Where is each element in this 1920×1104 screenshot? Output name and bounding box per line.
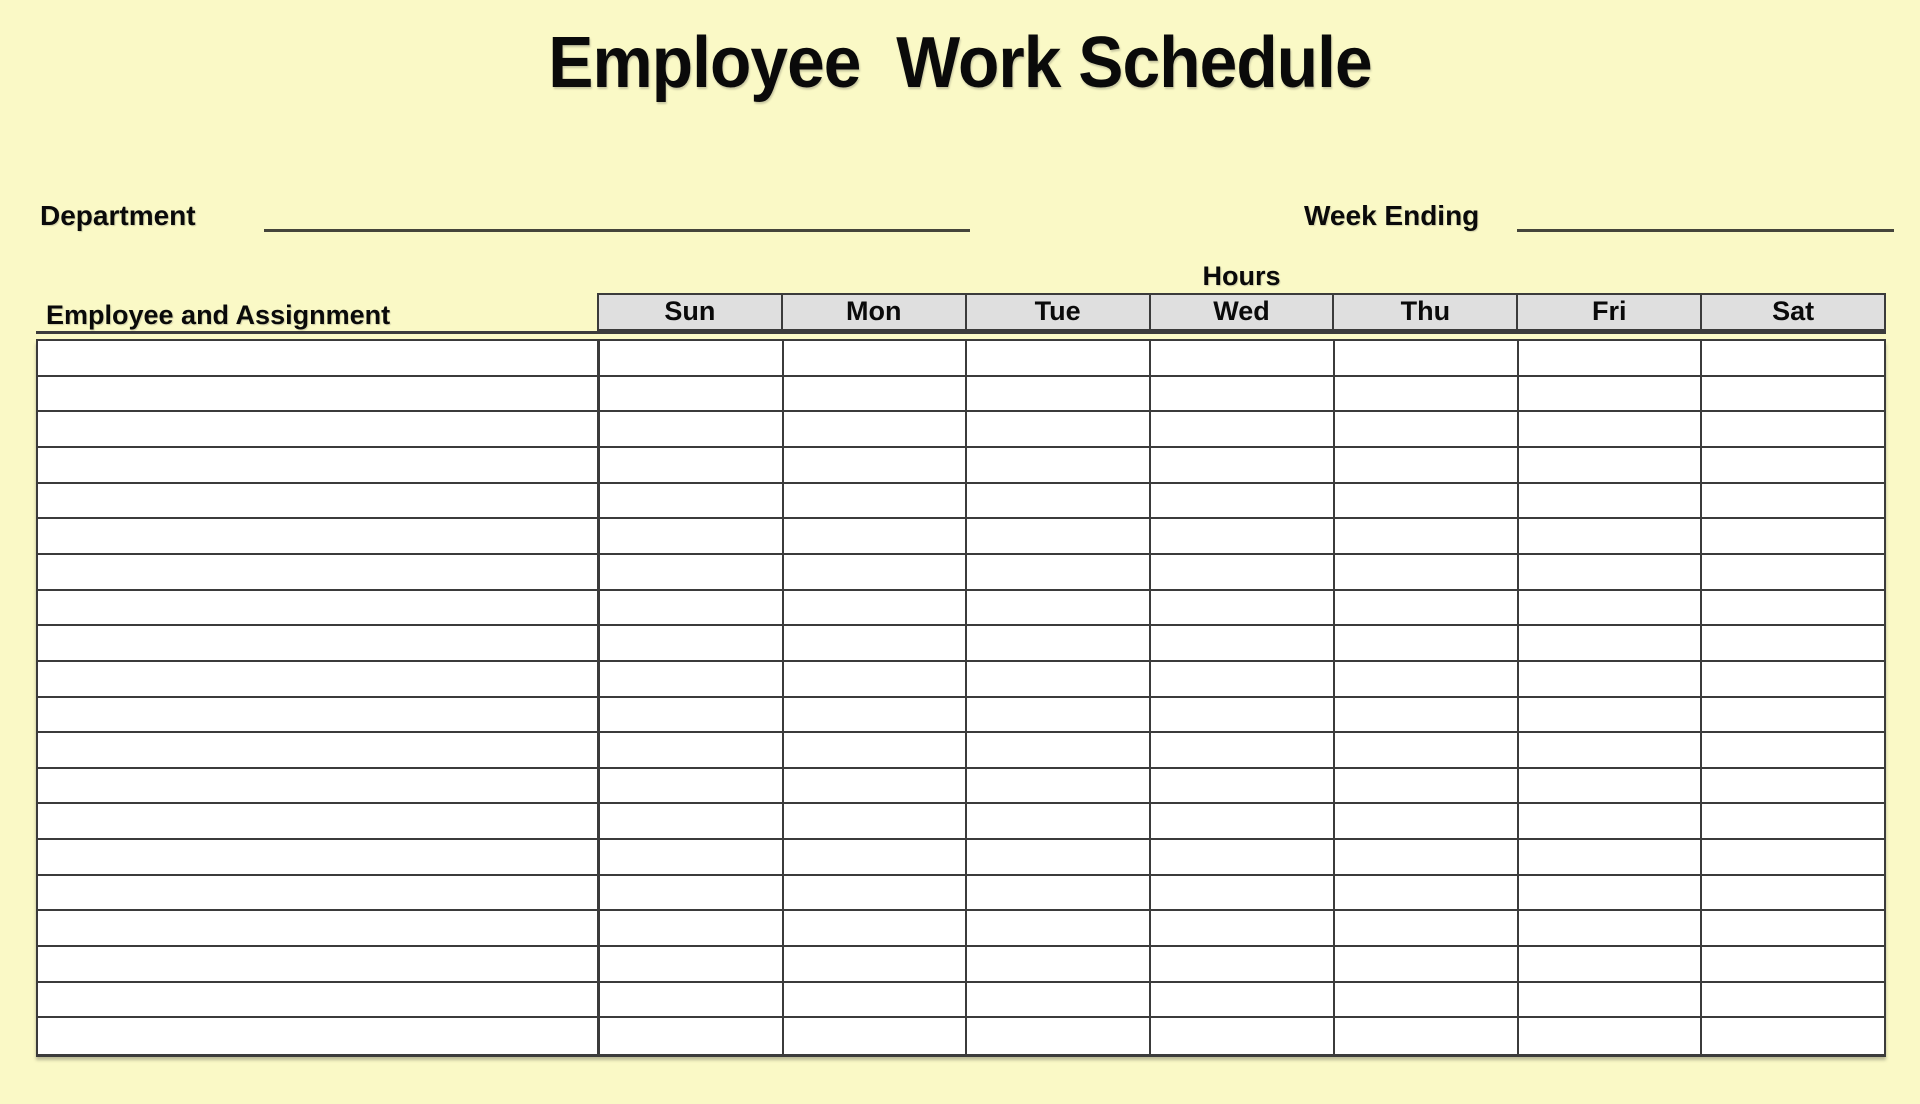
hours-cell-mon-row17[interactable] bbox=[784, 911, 968, 947]
hours-cell-mon-row15[interactable] bbox=[784, 840, 968, 876]
hours-cell-mon-row7[interactable] bbox=[784, 555, 968, 591]
hours-cell-sun-row20[interactable] bbox=[600, 1018, 784, 1054]
employee-cell-row9[interactable] bbox=[38, 626, 600, 662]
hours-cell-sat-row13[interactable] bbox=[1702, 769, 1886, 805]
hours-cell-mon-row18[interactable] bbox=[784, 947, 968, 983]
page-title: Employee Work Schedule bbox=[548, 23, 1372, 103]
hours-cell-sun-row17[interactable] bbox=[600, 911, 784, 947]
hours-cell-tue-row5[interactable] bbox=[967, 484, 1151, 520]
day-header-tue: Tue bbox=[965, 293, 1151, 331]
hours-cell-tue-row16[interactable] bbox=[967, 876, 1151, 912]
hours-cell-sat-row9[interactable] bbox=[1702, 626, 1886, 662]
hours-cell-sat-row5[interactable] bbox=[1702, 484, 1886, 520]
hours-cell-tue-row14[interactable] bbox=[967, 804, 1151, 840]
hours-cell-wed-row16[interactable] bbox=[1151, 876, 1335, 912]
hours-cell-sat-row16[interactable] bbox=[1702, 876, 1886, 912]
hours-cell-thu-row17[interactable] bbox=[1335, 911, 1519, 947]
hours-cell-thu-row1[interactable] bbox=[1335, 341, 1519, 377]
hours-cell-wed-row1[interactable] bbox=[1151, 341, 1335, 377]
employee-cell-row11[interactable] bbox=[38, 698, 600, 734]
hours-cell-mon-row16[interactable] bbox=[784, 876, 968, 912]
hours-cell-mon-row9[interactable] bbox=[784, 626, 968, 662]
hours-cell-wed-row15[interactable] bbox=[1151, 840, 1335, 876]
hours-cell-wed-row9[interactable] bbox=[1151, 626, 1335, 662]
hours-cell-fri-row14[interactable] bbox=[1519, 804, 1703, 840]
hours-cell-fri-row15[interactable] bbox=[1519, 840, 1703, 876]
hours-cell-thu-row4[interactable] bbox=[1335, 448, 1519, 484]
hours-cell-thu-row18[interactable] bbox=[1335, 947, 1519, 983]
hours-cell-wed-row10[interactable] bbox=[1151, 662, 1335, 698]
hours-cell-tue-row12[interactable] bbox=[967, 733, 1151, 769]
hours-cell-thu-row12[interactable] bbox=[1335, 733, 1519, 769]
hours-cell-tue-row20[interactable] bbox=[967, 1018, 1151, 1054]
hours-cell-sun-row9[interactable] bbox=[600, 626, 784, 662]
hours-cell-thu-row5[interactable] bbox=[1335, 484, 1519, 520]
hours-header: Hours bbox=[1202, 261, 1281, 291]
hours-cell-thu-row3[interactable] bbox=[1335, 412, 1519, 448]
employee-cell-row19[interactable] bbox=[38, 983, 600, 1019]
hours-cell-sun-row6[interactable] bbox=[600, 519, 784, 555]
hours-cell-fri-row13[interactable] bbox=[1519, 769, 1703, 805]
hours-cell-wed-row2[interactable] bbox=[1151, 377, 1335, 413]
hours-cell-sun-row16[interactable] bbox=[600, 876, 784, 912]
employee-cell-row16[interactable] bbox=[38, 876, 600, 912]
hours-cell-tue-row8[interactable] bbox=[967, 591, 1151, 627]
employee-cell-row2[interactable] bbox=[38, 377, 600, 413]
employee-cell-row7[interactable] bbox=[38, 555, 600, 591]
hours-cell-fri-row19[interactable] bbox=[1519, 983, 1703, 1019]
hours-cell-mon-row8[interactable] bbox=[784, 591, 968, 627]
hours-cell-wed-row17[interactable] bbox=[1151, 911, 1335, 947]
hours-cell-thu-row14[interactable] bbox=[1335, 804, 1519, 840]
employee-cell-row12[interactable] bbox=[38, 733, 600, 769]
hours-cell-fri-row3[interactable] bbox=[1519, 412, 1703, 448]
hours-cell-fri-row1[interactable] bbox=[1519, 341, 1703, 377]
hours-cell-wed-row5[interactable] bbox=[1151, 484, 1335, 520]
hours-cell-wed-row11[interactable] bbox=[1151, 698, 1335, 734]
hours-cell-sat-row20[interactable] bbox=[1702, 1018, 1886, 1054]
hours-cell-fri-row9[interactable] bbox=[1519, 626, 1703, 662]
hours-cell-tue-row3[interactable] bbox=[967, 412, 1151, 448]
employee-cell-row6[interactable] bbox=[38, 519, 600, 555]
hours-cell-tue-row10[interactable] bbox=[967, 662, 1151, 698]
hours-cell-tue-row4[interactable] bbox=[967, 448, 1151, 484]
hours-cell-fri-row11[interactable] bbox=[1519, 698, 1703, 734]
hours-cell-sun-row4[interactable] bbox=[600, 448, 784, 484]
hours-cell-sun-row19[interactable] bbox=[600, 983, 784, 1019]
header-divider-line-thick bbox=[36, 331, 1886, 334]
employee-cell-row15[interactable] bbox=[38, 840, 600, 876]
hours-cell-sun-row12[interactable] bbox=[600, 733, 784, 769]
hours-cell-thu-row15[interactable] bbox=[1335, 840, 1519, 876]
hours-cell-fri-row10[interactable] bbox=[1519, 662, 1703, 698]
hours-cell-fri-row18[interactable] bbox=[1519, 947, 1703, 983]
day-header-wed: Wed bbox=[1149, 293, 1335, 331]
hours-cell-fri-row4[interactable] bbox=[1519, 448, 1703, 484]
hours-cell-thu-row10[interactable] bbox=[1335, 662, 1519, 698]
hours-cell-sun-row18[interactable] bbox=[600, 947, 784, 983]
hours-cell-mon-row5[interactable] bbox=[784, 484, 968, 520]
hours-cell-sun-row15[interactable] bbox=[600, 840, 784, 876]
hours-cell-sat-row15[interactable] bbox=[1702, 840, 1886, 876]
hours-cell-mon-row3[interactable] bbox=[784, 412, 968, 448]
week-ending-field[interactable] bbox=[1517, 206, 1894, 232]
hours-cell-tue-row17[interactable] bbox=[967, 911, 1151, 947]
hours-cell-fri-row17[interactable] bbox=[1519, 911, 1703, 947]
hours-cell-wed-row18[interactable] bbox=[1151, 947, 1335, 983]
hours-cell-mon-row19[interactable] bbox=[784, 983, 968, 1019]
hours-cell-wed-row19[interactable] bbox=[1151, 983, 1335, 1019]
hours-cell-sun-row3[interactable] bbox=[600, 412, 784, 448]
employee-cell-row20[interactable] bbox=[38, 1018, 600, 1054]
hours-cell-tue-row11[interactable] bbox=[967, 698, 1151, 734]
hours-cell-mon-row11[interactable] bbox=[784, 698, 968, 734]
hours-cell-tue-row19[interactable] bbox=[967, 983, 1151, 1019]
employee-cell-row5[interactable] bbox=[38, 484, 600, 520]
hours-cell-mon-row13[interactable] bbox=[784, 769, 968, 805]
day-header-row bbox=[597, 293, 1886, 331]
hours-cell-fri-row20[interactable] bbox=[1519, 1018, 1703, 1054]
hours-cell-sat-row8[interactable] bbox=[1702, 591, 1886, 627]
hours-cell-tue-row13[interactable] bbox=[967, 769, 1151, 805]
hours-cell-fri-row7[interactable] bbox=[1519, 555, 1703, 591]
schedule-grid bbox=[36, 341, 1886, 1057]
hours-cell-wed-row7[interactable] bbox=[1151, 555, 1335, 591]
department-label: Department bbox=[40, 200, 196, 231]
hours-cell-thu-row11[interactable] bbox=[1335, 698, 1519, 734]
hours-cell-tue-row2[interactable] bbox=[967, 377, 1151, 413]
hours-cell-sat-row4[interactable] bbox=[1702, 448, 1886, 484]
hours-cell-thu-row9[interactable] bbox=[1335, 626, 1519, 662]
hours-cell-sat-row1[interactable] bbox=[1702, 341, 1886, 377]
employee-cell-row1[interactable] bbox=[38, 341, 600, 377]
hours-cell-fri-row8[interactable] bbox=[1519, 591, 1703, 627]
department-field[interactable] bbox=[264, 206, 970, 232]
day-header-sat: Sat bbox=[1700, 293, 1886, 331]
employee-assignment-header: Employee and Assignment bbox=[46, 300, 391, 330]
hours-cell-fri-row5[interactable] bbox=[1519, 484, 1703, 520]
hours-cell-sat-row12[interactable] bbox=[1702, 733, 1886, 769]
hours-cell-mon-row2[interactable] bbox=[784, 377, 968, 413]
employee-cell-row17[interactable] bbox=[38, 911, 600, 947]
hours-cell-sat-row19[interactable] bbox=[1702, 983, 1886, 1019]
hours-cell-mon-row20[interactable] bbox=[784, 1018, 968, 1054]
hours-cell-sat-row17[interactable] bbox=[1702, 911, 1886, 947]
hours-cell-sat-row3[interactable] bbox=[1702, 412, 1886, 448]
hours-cell-thu-row20[interactable] bbox=[1335, 1018, 1519, 1054]
hours-cell-wed-row3[interactable] bbox=[1151, 412, 1335, 448]
hours-cell-thu-row2[interactable] bbox=[1335, 377, 1519, 413]
employee-cell-row13[interactable] bbox=[38, 769, 600, 805]
hours-cell-sat-row2[interactable] bbox=[1702, 377, 1886, 413]
hours-cell-thu-row16[interactable] bbox=[1335, 876, 1519, 912]
hours-cell-sat-row7[interactable] bbox=[1702, 555, 1886, 591]
hours-cell-thu-row8[interactable] bbox=[1335, 591, 1519, 627]
hours-cell-wed-row13[interactable] bbox=[1151, 769, 1335, 805]
hours-cell-sat-row6[interactable] bbox=[1702, 519, 1886, 555]
hours-cell-sun-row7[interactable] bbox=[600, 555, 784, 591]
week-ending-label: Week Ending bbox=[1304, 200, 1480, 231]
hours-cell-tue-row18[interactable] bbox=[967, 947, 1151, 983]
employee-cell-row8[interactable] bbox=[38, 591, 600, 627]
hours-cell-mon-row10[interactable] bbox=[784, 662, 968, 698]
employee-cell-row3[interactable] bbox=[38, 412, 600, 448]
hours-cell-mon-row6[interactable] bbox=[784, 519, 968, 555]
day-header-mon: Mon bbox=[781, 293, 967, 331]
hours-cell-mon-row14[interactable] bbox=[784, 804, 968, 840]
day-header-sun: Sun bbox=[597, 293, 783, 331]
hours-cell-mon-row4[interactable] bbox=[784, 448, 968, 484]
hours-cell-tue-row7[interactable] bbox=[967, 555, 1151, 591]
hours-cell-fri-row2[interactable] bbox=[1519, 377, 1703, 413]
employee-cell-row18[interactable] bbox=[38, 947, 600, 983]
employee-cell-row10[interactable] bbox=[38, 662, 600, 698]
employee-cell-row14[interactable] bbox=[38, 804, 600, 840]
hours-cell-wed-row8[interactable] bbox=[1151, 591, 1335, 627]
hours-cell-sun-row8[interactable] bbox=[600, 591, 784, 627]
hours-cell-tue-row1[interactable] bbox=[967, 341, 1151, 377]
hours-cell-sun-row2[interactable] bbox=[600, 377, 784, 413]
day-header-thu: Thu bbox=[1332, 293, 1518, 331]
hours-cell-wed-row20[interactable] bbox=[1151, 1018, 1335, 1054]
hours-cell-tue-row6[interactable] bbox=[967, 519, 1151, 555]
hours-cell-thu-row13[interactable] bbox=[1335, 769, 1519, 805]
hours-cell-wed-row12[interactable] bbox=[1151, 733, 1335, 769]
hours-cell-mon-row1[interactable] bbox=[784, 341, 968, 377]
hours-cell-tue-row9[interactable] bbox=[967, 626, 1151, 662]
employee-cell-row4[interactable] bbox=[38, 448, 600, 484]
hours-cell-sun-row1[interactable] bbox=[600, 341, 784, 377]
hours-cell-sun-row10[interactable] bbox=[600, 662, 784, 698]
hours-cell-thu-row19[interactable] bbox=[1335, 983, 1519, 1019]
hours-cell-sun-row14[interactable] bbox=[600, 804, 784, 840]
hours-cell-fri-row16[interactable] bbox=[1519, 876, 1703, 912]
hours-cell-sun-row5[interactable] bbox=[600, 484, 784, 520]
hours-cell-wed-row6[interactable] bbox=[1151, 519, 1335, 555]
hours-cell-sat-row14[interactable] bbox=[1702, 804, 1886, 840]
hours-cell-sun-row11[interactable] bbox=[600, 698, 784, 734]
hours-cell-sat-row18[interactable] bbox=[1702, 947, 1886, 983]
hours-cell-tue-row15[interactable] bbox=[967, 840, 1151, 876]
day-header-fri: Fri bbox=[1516, 293, 1702, 331]
hours-cell-fri-row6[interactable] bbox=[1519, 519, 1703, 555]
hours-cell-thu-row7[interactable] bbox=[1335, 555, 1519, 591]
hours-cell-thu-row6[interactable] bbox=[1335, 519, 1519, 555]
hours-cell-sat-row11[interactable] bbox=[1702, 698, 1886, 734]
hours-cell-wed-row14[interactable] bbox=[1151, 804, 1335, 840]
hours-cell-mon-row12[interactable] bbox=[784, 733, 968, 769]
hours-cell-sat-row10[interactable] bbox=[1702, 662, 1886, 698]
hours-cell-wed-row4[interactable] bbox=[1151, 448, 1335, 484]
hours-cell-fri-row12[interactable] bbox=[1519, 733, 1703, 769]
hours-cell-sun-row13[interactable] bbox=[600, 769, 784, 805]
